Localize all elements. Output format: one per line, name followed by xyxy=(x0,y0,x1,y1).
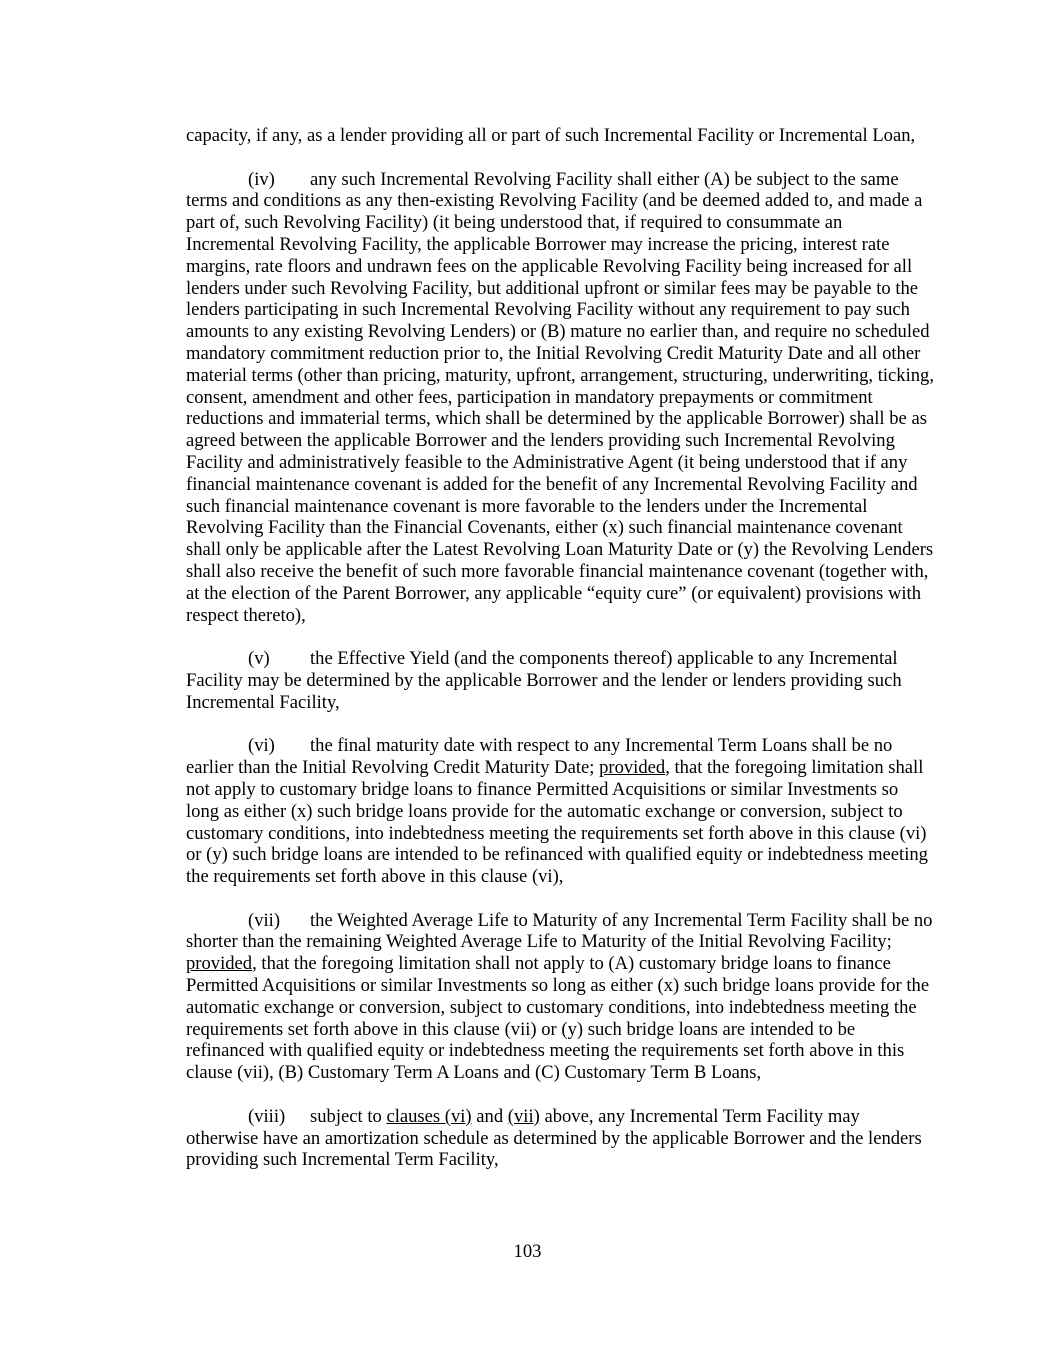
clause-reference-vi: clauses (vi) xyxy=(386,1105,472,1127)
clause-reference-vii: (vii) xyxy=(507,1105,540,1127)
clause-text-before: the final maturity date with respect to any Incremental Term Loans shall be no earlier than the Initial Revolving Credit Maturity Date; xyxy=(186,735,893,779)
clause-text-before: subject to xyxy=(310,1105,387,1127)
clause-text-after: , that the foregoing limitation shall not apply to customary bridge loans to finance Permitted Acquisitions or similar Investments so long as either (x) such bridge loans provide for the automatic exchange or conversion, subject to customary conditions, into indebtedness meeting the requirements set forth above in this clause (vi) or (y) such bridge loans are intended to be refinanced with qualified equity or indebtedness meeting the requirements set forth above in this clause (vi), xyxy=(186,757,928,888)
clause-v xyxy=(186,648,934,713)
clause-number: (v) xyxy=(248,648,270,670)
clause-text-before: the Weighted Average Life to Maturity of any Incremental Term Facility shall be no shorter than the remaining Weighted Average Life to Maturity of the Initial Revolving Facility; xyxy=(186,909,933,953)
clause-number: (viii) xyxy=(248,1105,286,1127)
document-page xyxy=(186,125,934,1193)
clause-viii xyxy=(186,1106,934,1171)
provided-term: provided xyxy=(186,953,253,975)
clause-number: (iv) xyxy=(248,168,275,190)
provided-term: provided xyxy=(599,757,666,779)
clause-text-after: above, any Incremental Term Facility may otherwise have an amortization schedule as determined by the applicable Borrower and the lenders providing such Incremental Term Facility, xyxy=(186,1105,922,1171)
clause-iv xyxy=(186,169,934,627)
page-number: 103 xyxy=(513,1241,542,1262)
continuation-paragraph: capacity, if any, as a lender providing all or part of such Incremental Facility or Incremental Loan, xyxy=(186,125,916,146)
clause-number: (vii) xyxy=(248,909,281,931)
clause-text-mid: and xyxy=(471,1105,508,1127)
clause-text: the Effective Yield (and the components thereof) applicable to any Incremental Facility may be determined by the applicable Borrower and the lender or lenders providing such Incremental Facility, xyxy=(186,648,902,713)
clause-vii xyxy=(186,910,934,1084)
clause-text: any such Incremental Revolving Facility shall either (A) be subject to the same terms and conditions as any then-existing Revolving Facility (and be deemed added to, and made a part of, such Revolving Facility) (it being understood that, if required to consummate an Incremental Revolving Facility, the applicable Borrower may increase the pricing, interest rate margins, rate floors and undrawn fees on the applicable Revolving Facility being increased for all lenders under such Revolving Facility, but additional upfront or similar fees may be payable to the lenders participating in such Incremental Revolving Facility without any requirement to pay such amounts to any existing Revolving Lenders) or (B) mature no earlier than, and require no scheduled mandatory commitment reduction prior to, the Initial Revolving Credit Maturity Date and all other material terms (other than pricing, maturity, upfront, arrangement, structuring, underwriting, ticking, consent, amendment and other fees, participation in mandatory prepayments or commitment reductions and immaterial terms, which shall be determined by the applicable Borrower) shall be as agreed between the applicable Borrower and the lenders providing such Incremental Revolving Facility and administratively feasible to the Administrative Agent (it being understood that if any financial maintenance covenant is added for the benefit of any Incremental Revolving Facility and such financial maintenance covenant is more favorable to the lenders under the Incremental Revolving Facility than the Financial Covenants, either (x) such financial maintenance covenant shall only be applicable after the Latest Revolving Loan Maturity Date or (y) the Revolving Lenders shall also receive the benefit of such more favorable financial maintenance covenant (together with, at the election of the Parent Borrower, any applicable “equity cure” (or equivalent) provisions with respect thereto), xyxy=(186,168,935,626)
clause-text-after: , that the foregoing limitation shall not apply to (A) customary bridge loans to finance Permitted Acquisitions or similar Investments so long as either (x) such bridge loans provide for the automatic exchange or conversion, subject to customary conditions, into indebtedness meeting the requirements set forth above in this clause (vii) or (y) such bridge loans are intended to be refinanced with qualified equity or indebtedness meeting the requirements set forth above in this clause (vii), (B) Customary Term A Loans and (C) Customary Term B Loans, xyxy=(186,953,930,1084)
clause-number: (vi) xyxy=(248,735,275,757)
clause-vi xyxy=(186,735,934,888)
